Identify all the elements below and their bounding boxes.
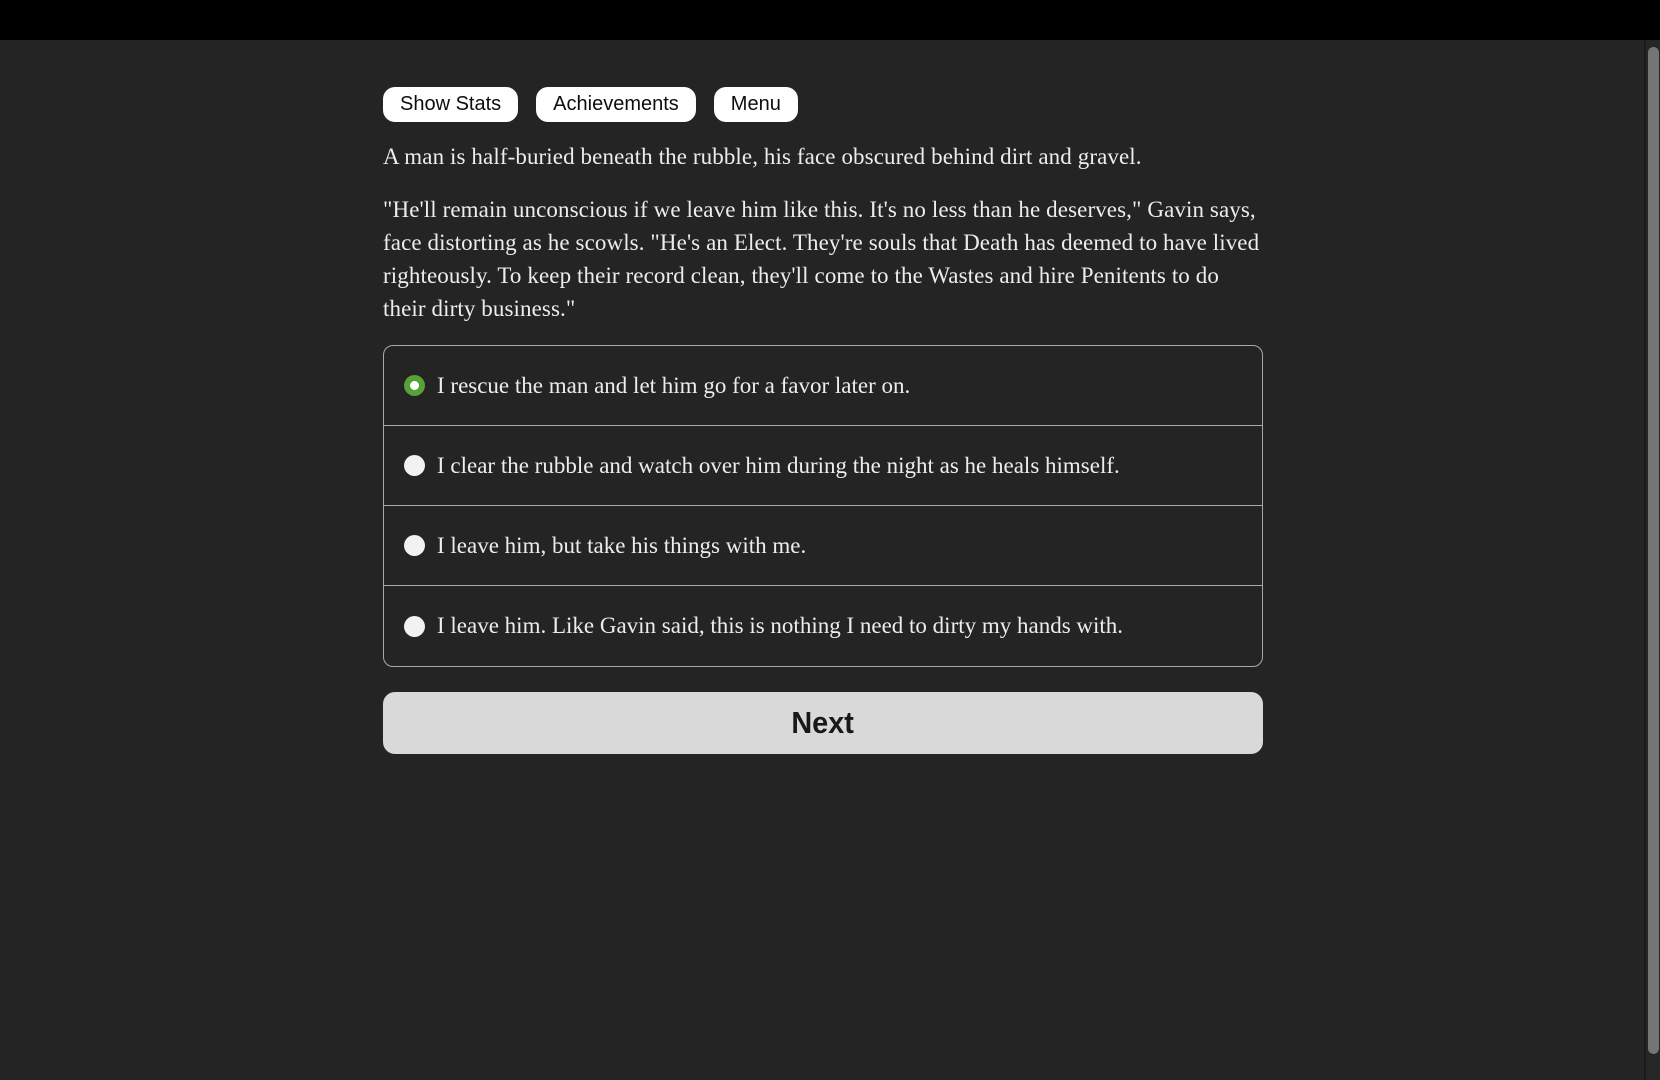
choice-option-3[interactable] [384,506,1262,586]
game-content [383,40,1263,754]
next-button-label: Next [791,705,855,740]
radio-button-icon[interactable] [404,535,425,556]
achievements-button[interactable]: Achievements [536,87,696,122]
choice-option-label: I leave him. Like Gavin said, this is nothing I need to dirty my hands with. [437,613,1124,638]
top-black-bar [0,0,1660,40]
game-toolbar [383,87,1263,122]
story-paragraph: A man is half-buried beneath the rubble, his face obscured behind dirt and gravel. [383,144,1142,169]
next-button[interactable] [383,692,1263,754]
radio-button-icon[interactable] [404,375,425,396]
choice-option-label: I rescue the man and let him go for a favor later on. [437,372,911,398]
story-paragraph: "He'll remain unconscious if we leave him like this. It's no less than he deserves," Gavin says, face distorting as he scowls. "He's an Elect. They're souls that Death has deemed to have lived righteously. To keep their record clean, they'll come to the Wastes and hire Penitents to do their dirty business." [383,197,1260,321]
scrollbar-thumb[interactable] [1648,47,1659,1054]
choice-option-label: I clear the rubble and watch over him during the night as he heals himself. [437,452,1120,478]
menu-button[interactable]: Menu [714,87,798,122]
choice-option-1[interactable] [384,346,1262,426]
scrollbar-track[interactable] [1644,40,1660,1080]
radio-button-icon[interactable] [404,455,425,476]
choice-group [383,345,1263,667]
choice-option-4[interactable] [384,586,1262,666]
radio-button-icon[interactable] [404,616,425,637]
show-stats-button[interactable]: Show Stats [383,87,518,122]
choice-option-label: I leave him, but take his things with me. [437,532,807,558]
story-text [383,140,1263,325]
choice-option-2[interactable] [384,426,1262,506]
